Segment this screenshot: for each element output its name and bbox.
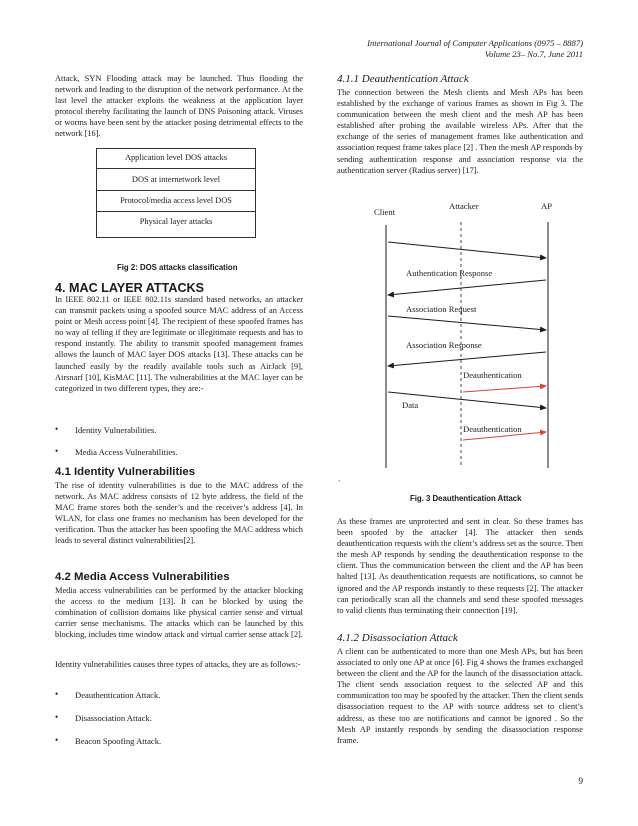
volume-header: Volume 23– No.7, June 2011 xyxy=(484,49,583,59)
section-41-title: 4.1 Identity Vulnerabilities xyxy=(55,466,196,478)
arrow-auth-response xyxy=(388,280,546,295)
section-41-text: The rise of identity vulnerabilities is due to the MAC address of the network. As MAC address consists of 12 byte address, the field of the MAC frame stores both the sender’s and the receiver’s address [4]. In WLAN, for class one frames no mechanism has been developed for the verification. Thus the attacker has been spoofing the MAC address which leads to several distinct vulnerabilities[2]. xyxy=(55,481,303,546)
arrow-assoc-response xyxy=(388,352,546,366)
page-number: 9 xyxy=(578,776,583,786)
bullet-icon: • xyxy=(55,424,59,434)
dos-classification-figure xyxy=(96,148,256,238)
after-fig3-paragraph: As these frames are unprotected and sent in clear. So these frames has been spoofed by the attacker [4]. The attacker then sends deauthentication requests with the client’s address set as the source. Then the mesh AP responds by sending the deauthentication response to the client. Thus the communication between the client and the AP has been halted [13]. As deauthentication requests are notifications, so cannot be ignored and the AP responds instantly to these requests [2]. The attacker can periodically scan all the channels and send these spoofed messages to valid clients thus terminating their connection [19]. xyxy=(337,517,583,615)
section-4-text: In IEEE 802.11 or IEEE 802.11s standard based networks, an attacker can transmit packets using a spoofed source MAC address of an Access point or Mesh access point [4]. The recipient of these spoofed frames has no way of telling if they are legitimate or illegitimate requests and has to respond instantly. The ability to transmit spoofed management frames allows the launch of MAC layer DOS attacks [13]. These attacks can be launched easily by the readily available tools such as AirJack [9], Airsnarf [10], KisMAC [11]. The vulnerabilities at the MAC layer can be categorized in two different types, they are:- xyxy=(55,295,303,393)
divider xyxy=(97,190,255,191)
list-item: • Deauthentication Attack. xyxy=(55,689,161,700)
dos-layer-internetwork: DOS at internetwork level xyxy=(131,175,221,184)
msg-assoc-response: Association Response xyxy=(406,340,482,350)
bullet-icon: • xyxy=(55,689,59,699)
section-412-title: 4.1.2 Disassociation Attack xyxy=(337,632,458,644)
msg-assoc-request: Association Request xyxy=(406,304,477,314)
intro-paragraph: Attack, SYN Flooding attack may be launched. Thus flooding the network and leading to the disruption of the network performance. At the last level the attacker exploits the weakness at the application layer protocol thereby facilitating the launch of DNS Poisoning attack. Viruses or worms have been sent by the attacker posing detrimental effects to the network [16]. xyxy=(55,74,303,139)
msg-data: Data xyxy=(402,400,419,410)
arrow-assoc-request xyxy=(388,316,546,330)
client-label: Client xyxy=(374,207,396,217)
dos-layer-protocol: Protocol/media access level DOS xyxy=(120,196,232,205)
msg-deauth-2: Deauthentication xyxy=(463,424,522,434)
dos-layer-application: Application level DOS attacks xyxy=(124,153,228,162)
section-4-title: 4. MAC LAYER ATTACKS xyxy=(55,281,205,295)
dos-layer-physical: Physical layer attacks xyxy=(139,217,213,226)
journal-header: International Journal of Computer Applications (0975 – 8887) xyxy=(367,38,583,48)
list-item: • Disassociation Attack. xyxy=(55,712,152,723)
identity-intro: Identity vulnerabilities causes three types of attacks, they are as follows:- xyxy=(55,660,301,669)
section-42-title: 4.2 Media Access Vulnerabilities xyxy=(55,571,230,583)
section-411-title: 4.1.1 Deauthentication Attack xyxy=(337,73,469,85)
bullet-icon: • xyxy=(55,446,59,456)
section-412-text: A client can be authenticated to more than one Mesh APs, but has been associated to only one AP at once [6]. Fig 4 shows the frames exchanged between the client and the AP for the launch of the disassociation attack. The client sends association request to the selected AP and this communication too may be spoofed by the attacker. Then the client sends disassociation request to the AP with source address set to client’s address, as these too are notifications and cannot be ignored . So the Mesh AP instantly responds by sending the disassociation response frame. xyxy=(337,647,583,745)
arrow-spoofed-deauth-1 xyxy=(463,386,546,392)
divider xyxy=(97,168,255,169)
bullet-icon: • xyxy=(55,712,59,722)
section-42-text: Media access vulnerabilities can be performed by the attacker blocking the access to the medium [13]. It can be blocked by using the combination of collision domains like physical carrier sense and virtual carrier sense mechanisms. The attacks which can be launched by this blocking, includes time window attack and virtual carrier sense attack [2]. xyxy=(55,586,303,640)
stray-mark: ` xyxy=(338,478,341,488)
arrow-auth-request xyxy=(388,242,546,258)
list-item: • Identity Vulnerabilities. xyxy=(55,424,157,435)
ap-label: AP xyxy=(541,201,552,211)
divider xyxy=(97,211,255,212)
bullet-icon: • xyxy=(55,735,59,745)
list-item: • Beacon Spoofing Attack. xyxy=(55,735,162,746)
msg-auth-response: Authentication Response xyxy=(406,268,493,278)
fig2-caption: Fig 2: DOS attacks classification xyxy=(117,263,238,272)
fig3-caption: Fig. 3 Deauthentication Attack xyxy=(410,494,522,503)
msg-deauth-1: Deauthentication xyxy=(463,370,522,380)
attacker-label: Attacker xyxy=(449,201,479,211)
section-411-text: The connection between the Mesh clients and Mesh APs has been established by the exchange of various frames as shown in Fig 3. The communication between the mesh client and the mesh AP has been established after probing the available wireless APs. After that the exchange of the series of management frames like authentication and association request frame takes place [2] . Then the mesh AP responds by sending authentication response and association response via the authentication server (Radius server) [17]. xyxy=(337,88,583,175)
list-item: • Media Access Vulnerabilities. xyxy=(55,446,178,457)
